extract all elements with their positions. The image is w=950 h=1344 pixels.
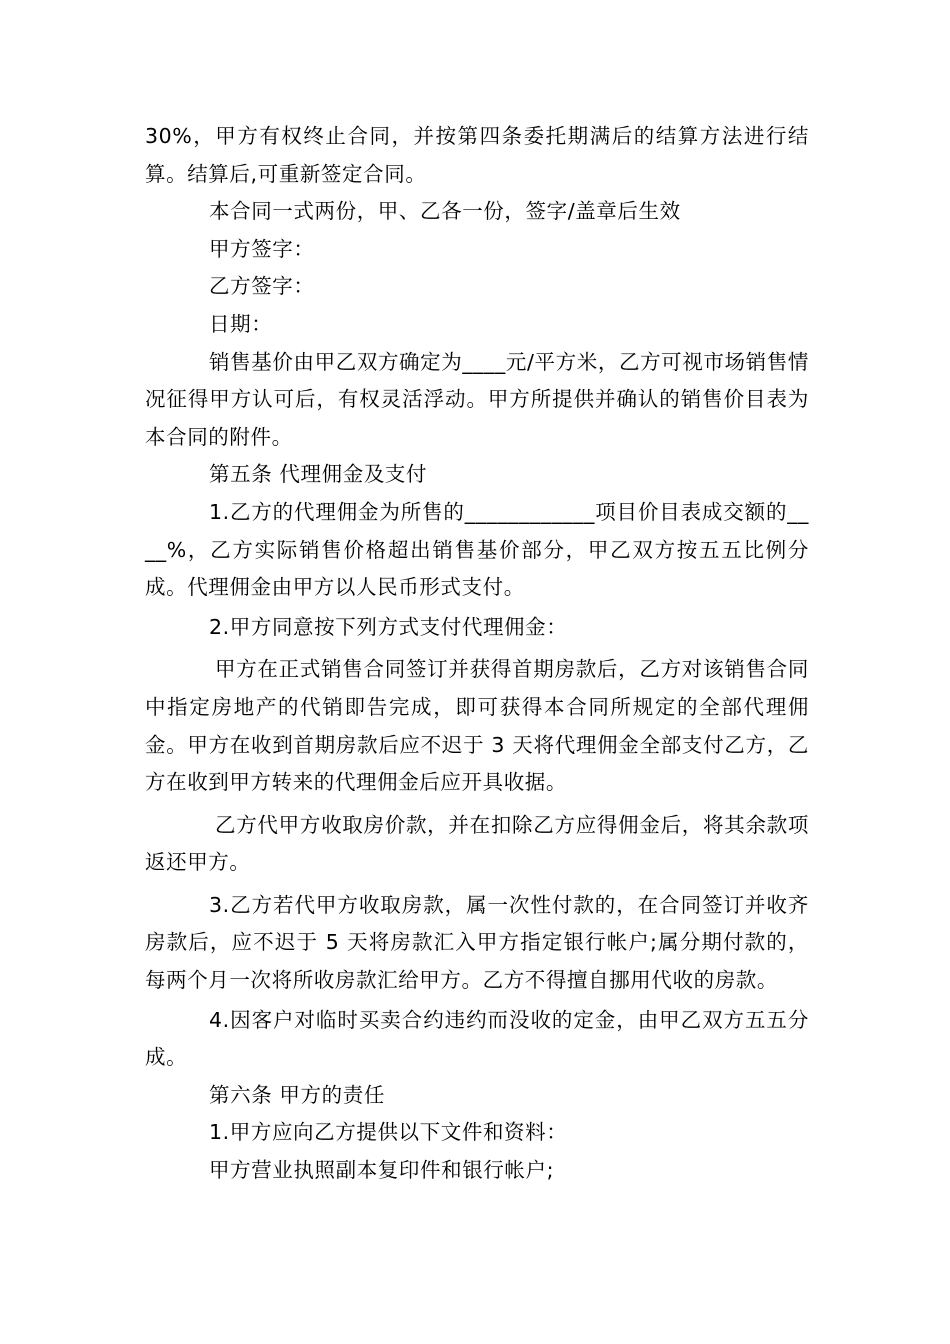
date-line: 日期： — [209, 311, 273, 336]
section-heading-article-5: 第五条 代理佣金及支付 — [209, 462, 428, 487]
document-body — [145, 118, 809, 1190]
paragraph-termination-clause: 30%，甲方有权终止合同，并按第四条委托期满后的结算方法进行结算。结算后,可重新签定合同。 — [145, 124, 809, 186]
party-b-signature-line: 乙方签字： — [209, 274, 315, 299]
party-a-signature-line: 甲方签字： — [209, 236, 315, 261]
paragraph-payment-terms: 甲方在正式销售合同签订并获得首期房款后，乙方对该销售合同中指定房地产的代销即告完成，即可获得本合同所规定的全部代理佣金。甲方在收到首期房款后应不迟于 3 天将代理佣金全部支付乙方，乙方在收到甲方转来的代理佣金后应开具收据。 — [145, 657, 809, 795]
paragraph-commission-rate: 1.乙方的代理佣金为所售的____________项目价目表成交额的____%，乙方实际销售价格超出销售基价部分，甲乙双方按五五比例分成。代理佣金由甲方以人民币形式支付。 — [145, 499, 809, 600]
paragraph-deposit-forfeiture: 4.因客户对临时买卖合约违约而没收的定金，由甲乙双方五五分成。 — [145, 1007, 809, 1070]
paragraph-documents-required: 1.甲方应向乙方提供以下文件和资料： — [209, 1120, 568, 1145]
paragraph-business-license: 甲方营业执照副本复印件和银行帐户; — [209, 1158, 555, 1183]
paragraph-copies-clause: 本合同一式两份，甲、乙各一份，签字/盖章后生效 — [209, 199, 681, 224]
paragraph-payment-method: 2.甲方同意按下列方式支付代理佣金： — [209, 614, 568, 639]
paragraph-base-price: 销售基价由甲乙双方确定为____元/平方米，乙方可视市场销售情况征得甲方认可后，有权灵活浮动。甲方所提供并确认的销售价目表为本合同的附件。 — [145, 349, 809, 449]
paragraph-price-collection: 乙方代甲方收取房价款，并在扣除乙方应得佣金后，将其余款项返还甲方。 — [145, 812, 809, 875]
section-heading-article-6: 第六条 甲方的责任 — [209, 1082, 385, 1107]
paragraph-collection-remittance: 3.乙方若代甲方收取房款，属一次性付款的，在合同签订并收齐房款后，应不迟于 5 天将房款汇入甲方指定银行帐户;属分期付款的，每两个月一次将所收房款汇给甲方。乙方不得擅自挪用代收的房款。 — [145, 892, 809, 993]
